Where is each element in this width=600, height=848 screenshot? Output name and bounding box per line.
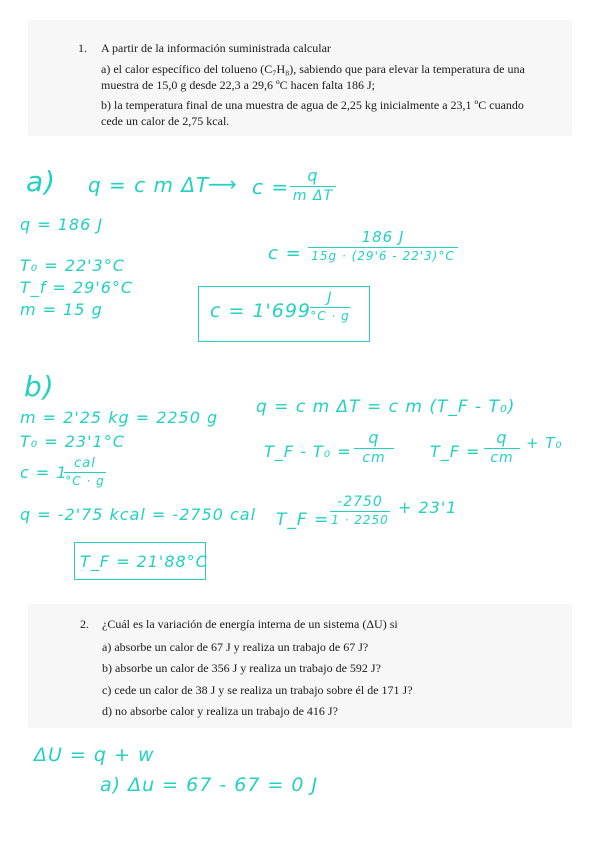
problem-2-number: 2. <box>80 617 89 631</box>
solution-a-sub-fraction <box>308 228 458 263</box>
solution-a-c-num: q <box>307 166 319 185</box>
fraction-bar <box>290 186 336 187</box>
problem-1-number: 1. <box>78 41 87 55</box>
given-b-c-unit <box>64 456 106 488</box>
solution-a-c-fraction <box>290 166 336 204</box>
result-a-den: °C · g <box>310 309 350 323</box>
problem-1a-line2: muestra de 15,0 g desde 22,3 a 29,6 ºC hacen falta 186 J; <box>101 78 375 92</box>
problem-2c: c) cede un calor de 38 J y se realiza un trabajo sobre él de 171 J? <box>102 683 413 697</box>
solution-b-formula: q = c m ΔT = c m (T_F - T₀) <box>256 397 516 417</box>
solution-a-sub-num: 186 J <box>361 228 405 246</box>
problem-2a: a) absorbe un calor de 67 J y realiza un trabajo de 67 J? <box>102 640 369 654</box>
fraction-bar <box>330 511 390 512</box>
sub-b-lhs: T_F = <box>276 510 330 530</box>
solution-b-label: b) <box>24 370 55 403</box>
step2-lhs: T_F = <box>430 442 481 461</box>
step1-fraction <box>354 428 394 466</box>
given-m: m = 15 g <box>20 300 103 319</box>
step2-num: q <box>496 428 508 447</box>
step2-rhs: + T₀ <box>526 434 563 452</box>
sub-b-num: -2750 <box>337 494 383 510</box>
result-a-unit-fraction <box>310 290 350 323</box>
given-t0: T₀ = 22'3°C <box>20 256 125 275</box>
given-b-q: q = -2'75 kcal = -2750 cal <box>20 505 257 524</box>
given-b-t0: T₀ = 23'1°C <box>20 432 125 451</box>
step1-num: q <box>368 428 380 447</box>
step1-lhs: T_F - T₀ = <box>264 442 352 461</box>
step2-fraction <box>484 428 520 466</box>
solution-a-c-den: m ΔT <box>292 188 334 204</box>
solution-a-formula: q = c m ΔT <box>88 173 210 197</box>
given-b-c: c = 1 <box>20 463 68 482</box>
problem-1b-line1: b) la temperatura final de una muestra de agua de 2,25 kg inicialmente a 23,1 ºC cuando <box>101 98 524 112</box>
problem-1-intro: A partir de la información suministrada calcular <box>101 41 331 55</box>
given-tf: T_f = 29'6°C <box>20 278 134 297</box>
solution-a-sub-den: 15g · (29'6 - 22'3)°C <box>311 249 455 263</box>
problem-2d: d) no absorbe calor y realiza un trabajo de 416 J? <box>102 704 338 718</box>
given-b-c-num: cal <box>74 456 96 471</box>
step1-den: cm <box>362 450 386 466</box>
fraction-bar <box>64 472 106 473</box>
solution-a-arrow: ⟶ <box>208 172 238 196</box>
sub-b-fraction <box>330 494 390 527</box>
fraction-bar <box>308 247 458 248</box>
sub-b-rhs: + 23'1 <box>398 498 458 517</box>
problem-2b: b) absorbe un calor de 356 J y realiza un trabajo de 592 J? <box>102 661 381 675</box>
result-b: T_F = 21'88°C <box>80 552 208 571</box>
given-b-m: m = 2'25 kg = 2250 g <box>20 408 219 427</box>
solution-a-c-eq: c = <box>252 175 290 199</box>
solution-2-formula: ΔU = q + w <box>34 744 155 766</box>
problem-1a-line1: a) el calor específico del tolueno (C₇H₈), sabiendo que para elevar la temperatura de una <box>101 62 525 76</box>
solution-2a: a) Δu = 67 - 67 = 0 J <box>100 774 319 796</box>
problem-1-card <box>28 20 572 136</box>
given-q: q = 186 J <box>20 215 104 234</box>
problem-2-intro: ¿Cuál es la variación de energía interna de un sistema (ΔU) si <box>102 617 398 631</box>
step2-den: cm <box>490 450 514 466</box>
fraction-bar <box>354 448 394 449</box>
problem-1b-line2: cede un calor de 2,75 kcal. <box>101 114 230 128</box>
fraction-bar <box>484 448 520 449</box>
fraction-bar <box>310 307 350 308</box>
result-a-num: J <box>327 290 333 306</box>
result-a-lhs: c = 1'699 <box>210 300 312 322</box>
solution-a-sub-eq: c = <box>268 243 302 264</box>
solution-a-label: a) <box>26 165 57 198</box>
problem-2-card <box>28 604 572 728</box>
given-b-c-den: °C · g <box>65 474 105 488</box>
sub-b-den: 1 · 2250 <box>331 513 389 527</box>
